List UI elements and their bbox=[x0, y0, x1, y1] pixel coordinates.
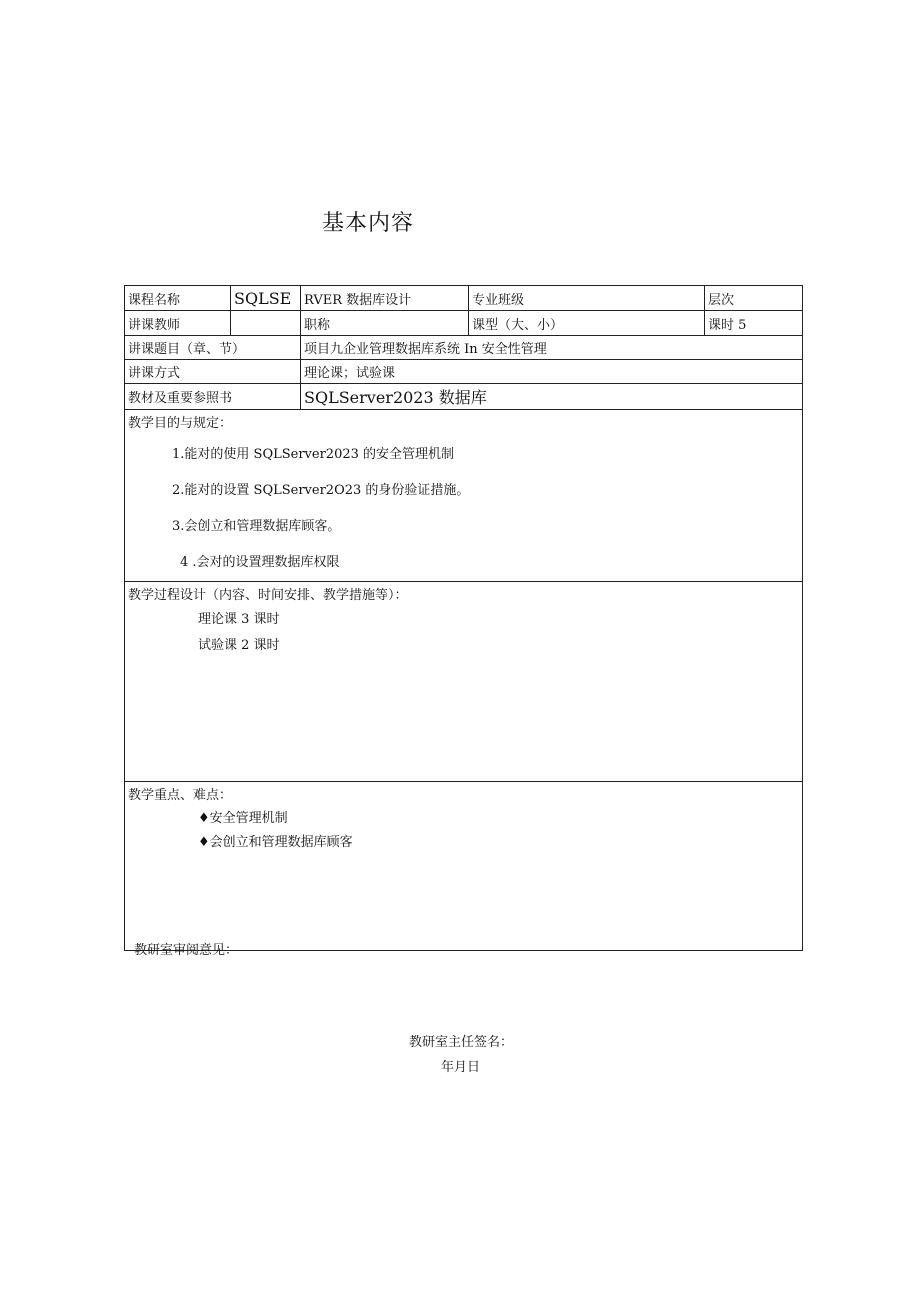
teaching-goals-block bbox=[125, 410, 803, 582]
key-points-list bbox=[128, 807, 799, 855]
major-class-label: 专业班级 bbox=[469, 286, 705, 311]
goal-item: 1.能对的使用 SQLServer2023 的安全管理机制 bbox=[172, 447, 455, 462]
teacher-value bbox=[231, 311, 301, 336]
goal-item: 4 .会对的设置理数据库权限 bbox=[180, 555, 340, 570]
teaching-process-heading: 教学过程设计（内容、时间安排、教学措施等）： bbox=[128, 588, 408, 603]
row-topic bbox=[125, 336, 803, 360]
teaching-goals-heading: 教学目的与规定： bbox=[128, 416, 233, 431]
course-name-label: 课程名称 bbox=[125, 286, 231, 311]
director-signature-label: 教研室主任签名： bbox=[409, 1035, 514, 1050]
course-info-table bbox=[124, 285, 803, 951]
key-point-item: ♦安全管理机制 bbox=[198, 811, 288, 826]
textbook-label: 教材及重要参照书 bbox=[125, 384, 301, 410]
teacher-label: 讲课教师 bbox=[125, 311, 231, 336]
row-textbook bbox=[125, 384, 803, 410]
topic-value: 项目九企业管理数据库系统 In 安全性管理 bbox=[301, 336, 803, 360]
row-method bbox=[125, 360, 803, 384]
method-value: 理论课；试验课 bbox=[301, 360, 803, 384]
process-item: 试验课 2 课时 bbox=[198, 638, 280, 653]
job-title-label: 职称 bbox=[301, 311, 469, 336]
row-course-name bbox=[125, 286, 803, 311]
key-points-block bbox=[125, 782, 803, 951]
row-process bbox=[125, 582, 803, 782]
textbook-value: SQLServer2023 数据库 bbox=[301, 384, 803, 410]
row-teacher bbox=[125, 311, 803, 336]
review-opinion-label: 教研室审阅意见： bbox=[134, 943, 239, 958]
date-label: 年月日 bbox=[441, 1060, 481, 1075]
row-goals bbox=[125, 410, 803, 582]
teaching-goals-list bbox=[128, 437, 799, 581]
goal-item: 2.能对的设置 SQLServer2O23 的身份验证措施。 bbox=[172, 483, 470, 498]
teaching-process-list bbox=[128, 607, 799, 659]
course-name-value-part1: SQLSE bbox=[231, 286, 301, 311]
teaching-process-block bbox=[125, 582, 803, 782]
level-label: 层次 bbox=[705, 286, 803, 311]
course-name-value-part2: RVER 数据库设计 bbox=[301, 286, 469, 311]
goal-item: 3.会创立和管理数据库顾客。 bbox=[172, 519, 341, 534]
document-title: 基本内容 bbox=[322, 211, 415, 236]
class-type-label: 课型（大、小） bbox=[469, 311, 705, 336]
method-label: 讲课方式 bbox=[125, 360, 301, 384]
class-hours-label: 课时 5 bbox=[705, 311, 803, 336]
row-key-points bbox=[125, 782, 803, 951]
key-point-item: ♦会创立和管理数据库顾客 bbox=[198, 835, 353, 850]
process-item: 理论课 3 课时 bbox=[198, 612, 280, 627]
topic-label: 讲课题目（章、节） bbox=[125, 336, 301, 360]
key-points-heading: 教学重点、难点： bbox=[128, 788, 233, 803]
